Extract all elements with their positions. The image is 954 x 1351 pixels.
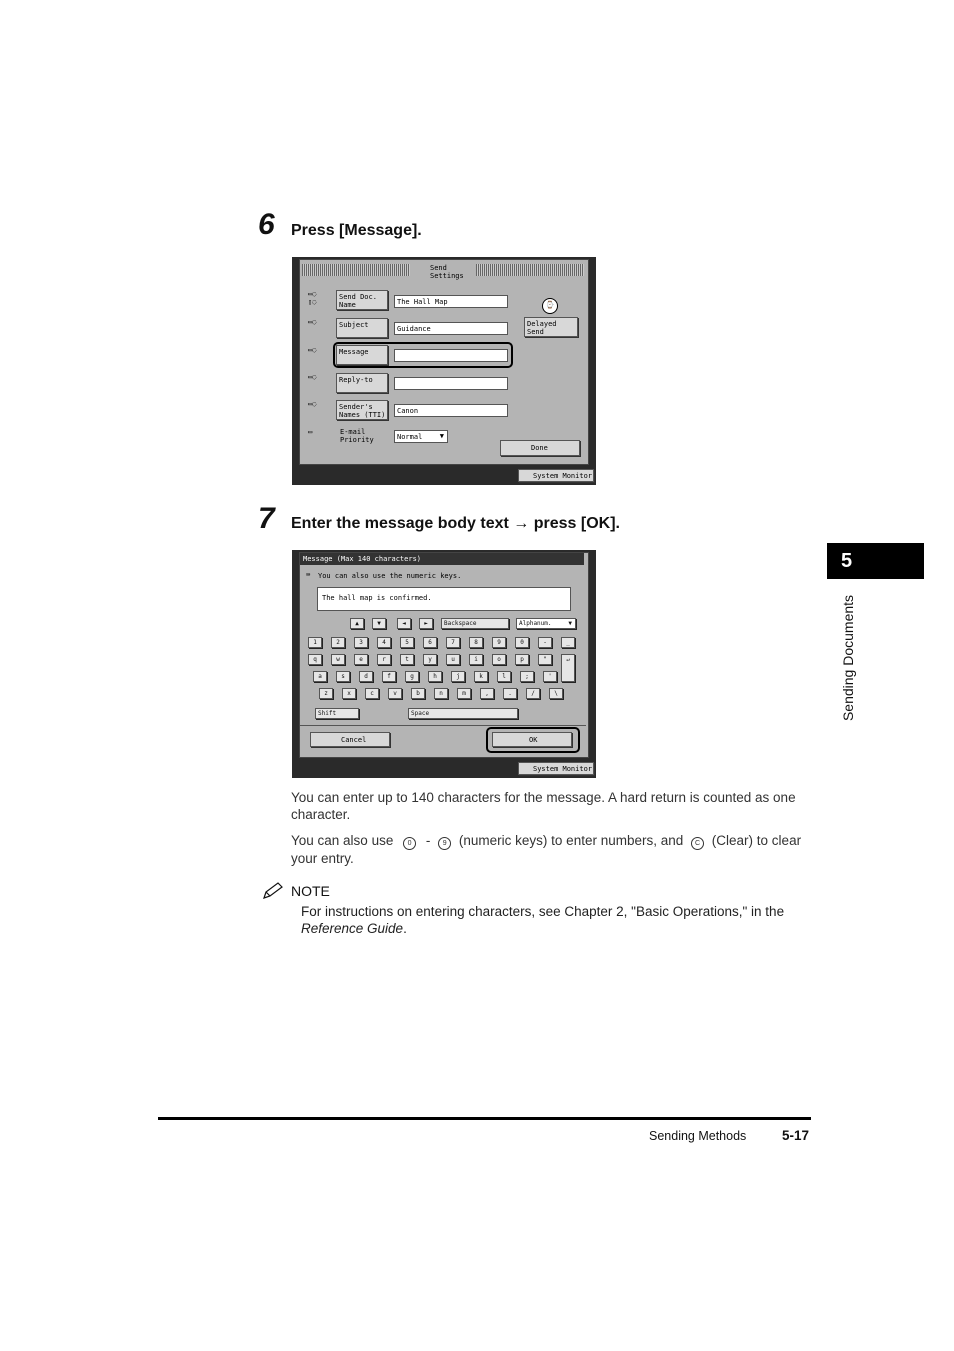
keyboard-key[interactable]: - (538, 637, 552, 648)
keyboard-key[interactable]: 3 (354, 637, 368, 648)
reply-to-field[interactable] (394, 377, 508, 390)
message-field[interactable] (394, 349, 508, 362)
keyboard-key[interactable]: ; (520, 671, 534, 682)
keyboard-key[interactable]: 7 (446, 637, 460, 648)
shift-key[interactable]: Shift (315, 708, 359, 719)
keyboard-key[interactable]: 1 (308, 637, 322, 648)
message-keyboard-screen (292, 550, 596, 778)
system-monitor-button[interactable]: System Monitor (518, 762, 594, 775)
step-7-text: Enter the message body text → press [OK]. (291, 515, 620, 532)
para2-c: (Clear) to clear your entry. (291, 833, 802, 866)
message-keyboard-panel (299, 552, 589, 758)
note-heading: NOTE (291, 883, 330, 899)
done-button[interactable]: Done (500, 440, 580, 456)
keyboard-key[interactable]: b (411, 688, 425, 699)
keyboard-key[interactable]: x (342, 688, 356, 699)
keyboard-key[interactable]: p (515, 654, 529, 665)
keyboard-key[interactable]: , (480, 688, 494, 699)
step-6-text: Press [Message]. (291, 222, 422, 239)
numeric-keys-paragraph (291, 832, 811, 867)
row-icons: ▭◌ (308, 346, 317, 354)
note-pencil-icon (262, 882, 284, 905)
message-button[interactable]: Message (336, 345, 388, 365)
row-icons: ▭◌ (308, 318, 317, 326)
keyboard-key[interactable]: 6 (423, 637, 437, 648)
keyboard-key[interactable]: 9 (492, 637, 506, 648)
keyboard-key[interactable]: 0 (515, 637, 529, 648)
bottom-divider (300, 725, 586, 726)
clock-icon: ⌚ (542, 298, 558, 314)
keyboard-key[interactable]: l (497, 671, 511, 682)
keyboard-key[interactable]: " (538, 654, 552, 665)
keyboard-key[interactable]: o (492, 654, 506, 665)
keyboard-key[interactable]: _ (561, 637, 575, 648)
send-doc-name-field[interactable]: The Hall Map (394, 295, 508, 308)
footer-rule (158, 1117, 811, 1120)
keyboard-key[interactable]: k (474, 671, 488, 682)
keyboard-key[interactable]: 8 (469, 637, 483, 648)
clear-key-icon: C (691, 837, 704, 850)
keyboard-key[interactable]: d (359, 671, 373, 682)
para2-a: You can also use (291, 833, 394, 848)
subject-button[interactable]: Subject (336, 318, 388, 338)
page-number: 5-17 (782, 1128, 810, 1143)
keyboard-key[interactable]: f (382, 671, 396, 682)
keyboard-key[interactable]: a (313, 671, 327, 682)
note-reference: Reference Guide (301, 921, 404, 936)
subject-field[interactable]: Guidance (394, 322, 508, 335)
send-doc-name-button[interactable]: Send Doc. Name (336, 290, 388, 310)
keyboard-key[interactable]: n (434, 688, 448, 699)
keyboard-key[interactable]: g (405, 671, 419, 682)
keyboard-key[interactable]: u (446, 654, 460, 665)
backspace-key[interactable]: Backspace (441, 618, 509, 629)
chapter-side-label: Sending Documents (840, 594, 856, 722)
row-icons: ▭◌ (308, 373, 317, 381)
keyboard-key[interactable]: r (377, 654, 391, 665)
keyboard-key[interactable]: q (308, 654, 322, 665)
row-icons: ▭◌ ▯◌ (308, 290, 317, 306)
keyboard-key[interactable]: c (365, 688, 379, 699)
keyboard-key[interactable]: e (354, 654, 368, 665)
para2-dash: - (425, 833, 431, 848)
send-settings-panel (299, 259, 589, 465)
para2-b: (numeric keys) to enter numbers, and (458, 833, 684, 848)
down-arrow-key[interactable]: ▼ (372, 618, 386, 629)
message-input[interactable]: The hall map is confirmed. (317, 587, 571, 611)
keyboard-key[interactable]: 2 (331, 637, 345, 648)
key-0-icon: 0 (403, 837, 416, 850)
keyboard-hint: You can also use the numeric keys. (318, 572, 462, 580)
keyboard-key[interactable]: 5 (400, 637, 414, 648)
title-bar-pattern-right (476, 264, 584, 276)
title-bar-pattern-left (302, 264, 410, 276)
mode-dropdown[interactable] (516, 618, 576, 629)
keyboard-key[interactable]: / (526, 688, 540, 699)
key-9-icon: 9 (438, 837, 451, 850)
footer-section: Sending Methods (649, 1129, 747, 1143)
mode-value: Alphanum. (519, 620, 552, 627)
step-number-7: 7 (258, 502, 275, 535)
keyboard-key[interactable]: . (503, 688, 517, 699)
row-icons: ▭◌ (308, 400, 317, 408)
priority-dropdown[interactable] (394, 430, 448, 443)
enter-key[interactable]: ↵ (561, 654, 575, 682)
reply-to-button[interactable]: Reply-to (336, 373, 388, 393)
keyboard-key[interactable]: ' (543, 671, 557, 682)
chapter-tab: 5 (827, 543, 924, 579)
keyboard-key[interactable]: z (319, 688, 333, 699)
keyboard-key[interactable]: \ (549, 688, 563, 699)
send-settings-screen (292, 257, 596, 485)
keyboard-key[interactable]: s (336, 671, 350, 682)
senders-names-button[interactable]: Sender's Names (TTI) (336, 400, 388, 420)
note-end: . (403, 921, 407, 936)
ok-button[interactable]: OK (492, 732, 572, 747)
step-number-6: 6 (258, 208, 275, 241)
note-text: For instructions on entering characters, see Chapter 2, "Basic Operations," in the (301, 904, 785, 919)
note-body (301, 903, 811, 937)
right-arrow-key[interactable]: ► (419, 618, 433, 629)
space-key[interactable]: Space (408, 708, 518, 719)
keyboard-key[interactable]: w (331, 654, 345, 665)
keyboard-key[interactable]: h (428, 671, 442, 682)
left-arrow-key[interactable]: ◄ (397, 618, 411, 629)
system-monitor-button[interactable]: System Monitor (518, 469, 594, 482)
chevron-down-icon: ▼ (568, 620, 572, 627)
priority-icon: ▭ (308, 428, 313, 436)
senders-names-field[interactable]: Canon (394, 404, 508, 417)
keyboard-title: Message (Max 140 characters) (300, 553, 584, 565)
priority-value: Normal (397, 433, 423, 441)
keyboard-key[interactable]: t (400, 654, 414, 665)
screen-title: Send Settings (430, 264, 464, 280)
max-characters-paragraph: You can enter up to 140 characters for the message. A hard return is counted as one character. (291, 790, 796, 822)
up-arrow-key[interactable]: ▲ (350, 618, 364, 629)
delayed-send-button[interactable]: Delayed Send (524, 317, 578, 337)
numeric-keys-icon: ⌨ (306, 571, 311, 579)
keyboard-key[interactable]: y (423, 654, 437, 665)
chevron-down-icon: ▼ (439, 432, 444, 440)
keyboard-key[interactable]: i (469, 654, 483, 665)
keyboard-key[interactable]: 4 (377, 637, 391, 648)
keyboard-key[interactable]: m (457, 688, 471, 699)
keyboard-key[interactable]: v (388, 688, 402, 699)
priority-label: E-mail Priority (340, 428, 374, 444)
cancel-button[interactable]: Cancel (310, 732, 390, 747)
keyboard-key[interactable]: j (451, 671, 465, 682)
